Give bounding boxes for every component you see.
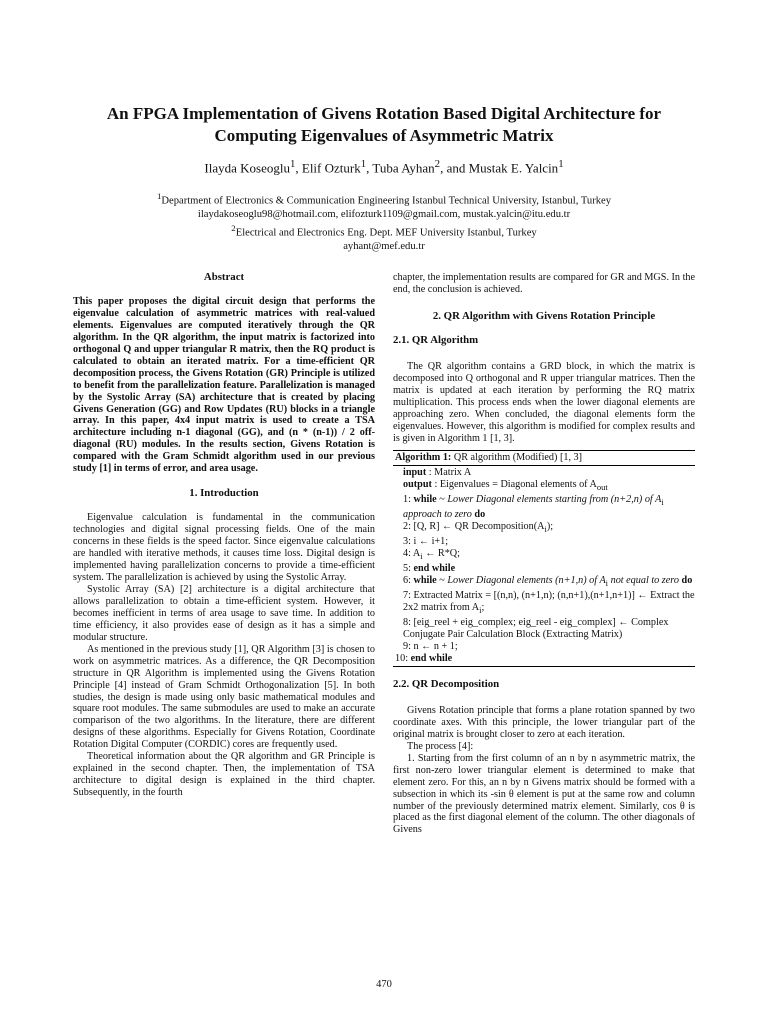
algorithm-box bbox=[393, 450, 695, 666]
section-2-1-heading: 2.1. QR Algorithm bbox=[393, 333, 479, 346]
algorithm-text: 4: A bbox=[403, 548, 421, 560]
paper-title bbox=[60, 103, 708, 147]
line-number: 10: bbox=[395, 652, 409, 664]
section-2-2-paragraph: Givens Rotation principle that forms a plane rotation spanned by two coordinate axes. With this principle, the lower triangular part of the original matrix is brought closer to zero at each iteration. bbox=[393, 704, 695, 740]
algorithm-line-4 bbox=[395, 548, 695, 563]
line-number: 1: bbox=[403, 494, 411, 506]
keyword: end while bbox=[410, 652, 453, 664]
intro-paragraph: As mentioned in the previous study [1], QR Algorithm [3] is chosen to work on asymmetric matrices. As a difference, the QR Decomposition structure in QR Algorithm is implemented using the Givens Rotation Principle [4] instead of Gram Schmidt Orthogonalization [5]. In both studies, the design is made using only basic mathematical modules and square root modules. The same submodules are used to make an accurate comparison of the two algorithms. In the literature, there are different designs of these algorithms. Especially for Givens Rotation, Coordinate Rotation Digital Computer (CORDIC) cores are frequently used. bbox=[73, 643, 375, 751]
algorithm-text: ← R*Q; bbox=[422, 548, 460, 560]
section-2-2-paragraph: 1. Starting from the first column of an n by n asymmetric matrix, the first non-zero lower triangular element is determined to make that element zero. For this, an n by n Givens matrix should be formed with a subsection in which its -sin θ element is put at the same row and column number of the previously determined matrix element. Similarly, cos θ is placed as the first diagonal element of the column. The other diagonals of Givens bbox=[393, 752, 695, 836]
algorithm-line-9: 9: n ← n + 1; bbox=[403, 641, 458, 653]
subscript: i bbox=[479, 605, 482, 616]
author-name: Tuba Ayhan bbox=[372, 160, 435, 176]
subscript: i bbox=[420, 551, 423, 562]
section-2-2-heading: 2.2. QR Decomposition bbox=[393, 677, 500, 690]
algorithm-line-8: 8: [eig_reel + eig_complex; eig_reel - eig_complex] ← Complex Conjugate Pair Calculation Block (Extracting Matrix) bbox=[403, 617, 669, 641]
author-sup: 1 bbox=[360, 158, 367, 170]
keyword: do bbox=[474, 509, 486, 521]
algorithm-line-2 bbox=[395, 521, 695, 536]
page-number: 470 bbox=[376, 979, 392, 990]
keyword: end while bbox=[413, 563, 456, 575]
continued-paragraph: chapter, the implementation results are compared for GR and MGS. In the end, the conclusion is achieved. bbox=[393, 272, 696, 295]
algorithm-line-6 bbox=[395, 575, 695, 590]
algorithm-caption-text: QR algorithm (Modified) [1, 3] bbox=[453, 452, 583, 464]
author-name: Mustak E. Yalcin bbox=[468, 160, 559, 176]
subscript: out bbox=[596, 482, 608, 493]
author-list: Ilayda Koseoglu$^1$, Elif Ozturk$^1$, Tuba Ayhan$^2$, and Mustak E. Yalcin$^1$ bbox=[204, 158, 564, 176]
affiliation-1-text: Department of Electronics & Communication Engineering Istanbul Technical University, Istanbul, Turkey bbox=[161, 195, 612, 207]
algorithm-output-line bbox=[395, 479, 695, 494]
subscript: i bbox=[661, 497, 664, 508]
algorithm-line-10 bbox=[395, 653, 695, 665]
right-column bbox=[393, 272, 695, 836]
author-name: Ilayda Koseoglu bbox=[204, 160, 290, 176]
section-2-2-paragraph: The process [4]: bbox=[407, 740, 474, 752]
condition: Lower Diagonal elements (n+1,n) of A bbox=[447, 575, 606, 587]
line-number: 5: bbox=[403, 563, 411, 575]
author-sup: 1 bbox=[558, 158, 564, 170]
algorithm-line-7 bbox=[395, 590, 695, 617]
intro-paragraph: Systolic Array (SA) [2] architecture is a digital architecture that allows parallelization to obtain a time-efficient system. However, it becomes inefficient in terms of area usage to save time. In addition to time efficiency, it also provides ease of design as it has a simple and modular structure. bbox=[73, 583, 375, 643]
author-sup: 2 bbox=[434, 158, 441, 170]
abstract-body: This paper proposes the digital circuit design that performs the eigenvalue calculation of asymmetric matrices with real-valued elements. Eigenvalues are computed iteratively through the QR algorithm. In the QR algorithm, the input matrix is factorized into orthogonal Q and upper triangular R matrix, then the RQ product is calculated to obtain an iterated matrix. For a time-efficient QR decomposition process, the Givens Rotation (GR) Principle is utilized to benefit from the parallelization feature. Parallelization is managed by the Systolic Array (SA) architecture that is created by placing Givens Generation (GG) and Row Updates (RU) blocks in a triangle array. In this paper, 4x4 input matrix is used to create a TSA architecture including n-1 diagonal (GG), and (n * (n-1)) / 2 off-diagonal (RU) modules. In the results section, Givens Rotation is compared with the Gram Schmidt algorithm used in our previous study [1] in terms of error, and area usage. bbox=[73, 295, 375, 475]
algorithm-text: 2: [Q, R] ← QR Decomposition(A bbox=[403, 521, 545, 533]
algorithm-text: 7: Extracted Matrix = [(n,n), (n+1,n); (n,n+1),(n+1,n+1)] ← Extract the 2x2 matrix from A bbox=[403, 590, 695, 614]
keyword: input bbox=[403, 467, 427, 479]
affiliation-1 bbox=[60, 190, 708, 208]
author-name: Elif Ozturk bbox=[301, 160, 361, 176]
algorithm-text: ~ bbox=[436, 494, 448, 506]
algorithm-label: Algorithm 1: bbox=[395, 452, 452, 464]
keyword: do bbox=[681, 575, 693, 587]
algorithm-body bbox=[393, 466, 695, 665]
algorithm-caption bbox=[393, 451, 695, 466]
algorithm-text: ); bbox=[546, 521, 554, 533]
intro-heading: 1. Introduction bbox=[189, 487, 259, 500]
condition: not equal to zero bbox=[608, 575, 679, 587]
title-line-1: An FPGA Implementation of Givens Rotation Based Digital Architecture for bbox=[106, 104, 662, 123]
algorithm-text: ~ bbox=[436, 575, 448, 587]
algorithm-input-line bbox=[395, 467, 695, 479]
affiliation-2-text: Electrical and Electronics Eng. Dept. MEF University Istanbul, Turkey bbox=[235, 227, 537, 239]
algorithm-text: : Eigenvalues = Diagonal elements of A bbox=[431, 479, 597, 491]
section-2-heading: 2. QR Algorithm with Givens Rotation Principle bbox=[432, 309, 656, 322]
email-list-1: ilaydakoseoglu98@hotmail.com, elifozturk1109@gmail.com, mustak.yalcin@itu.edu.tr bbox=[197, 209, 571, 221]
email-list-2: ayhant@mef.edu.tr bbox=[343, 241, 425, 253]
author-sup: 1 bbox=[289, 158, 296, 170]
algorithm-line-3: 3: i ← i+1; bbox=[403, 536, 449, 548]
abstract-heading: Abstract bbox=[203, 271, 245, 283]
affiliation-sup: 1 bbox=[156, 191, 162, 201]
condition: approach to zero bbox=[403, 509, 472, 521]
line-number: 6: bbox=[403, 575, 411, 587]
keyword: while bbox=[413, 575, 437, 587]
affiliations bbox=[60, 190, 708, 254]
subscript: i bbox=[605, 578, 609, 589]
subscript: i bbox=[544, 524, 547, 535]
left-column bbox=[73, 272, 375, 799]
algorithm-line-5 bbox=[395, 563, 695, 575]
condition: Lower Diagonal elements starting from (n+2,n) of A bbox=[447, 494, 662, 506]
algorithm-text: : Matrix A bbox=[426, 467, 472, 479]
affiliation-2 bbox=[60, 222, 708, 240]
intro-paragraph: Eigenvalue calculation is fundamental in the communication technologies and digital signal processing fields. One of the main concerns in these fields is the speed factor. Since eigenvalue calculations are handled with iterative methods, it causes time loss. Digital design is implemented having parallelization concerns to provide a time-efficient system. The parallelization is achieved by using the Systolic Array. bbox=[73, 512, 375, 583]
affiliation-sup: 2 bbox=[231, 223, 236, 234]
keyword: while bbox=[413, 494, 437, 506]
algorithm-line-1 bbox=[395, 494, 695, 521]
section-2-1-paragraph: The QR algorithm contains a GRD block, in which the matrix is decomposed into Q orthogonal and R upper triangular matrices. Then the matrix is updated at each iteration by performing the RQ matrix multiplication. This process ends when the lower diagonal elements are approaching zero. When concluded, the diagonal elements form the eigenvalues. However, this algorithm is modified for complex results and is given in Algorithm 1 [1, 3]. bbox=[393, 360, 695, 444]
keyword: output bbox=[403, 479, 432, 491]
intro-paragraph: Theoretical information about the QR algorithm and GR Principle is explained in the second chapter. Then, the implementation of TSA architecture to digital design is explained in the third chapter. Subsequently, in the fourth bbox=[73, 751, 375, 799]
algorithm-text: ; bbox=[481, 602, 485, 614]
title-line-2: Computing Eigenvalues of Asymmetric Matrix bbox=[214, 126, 554, 145]
